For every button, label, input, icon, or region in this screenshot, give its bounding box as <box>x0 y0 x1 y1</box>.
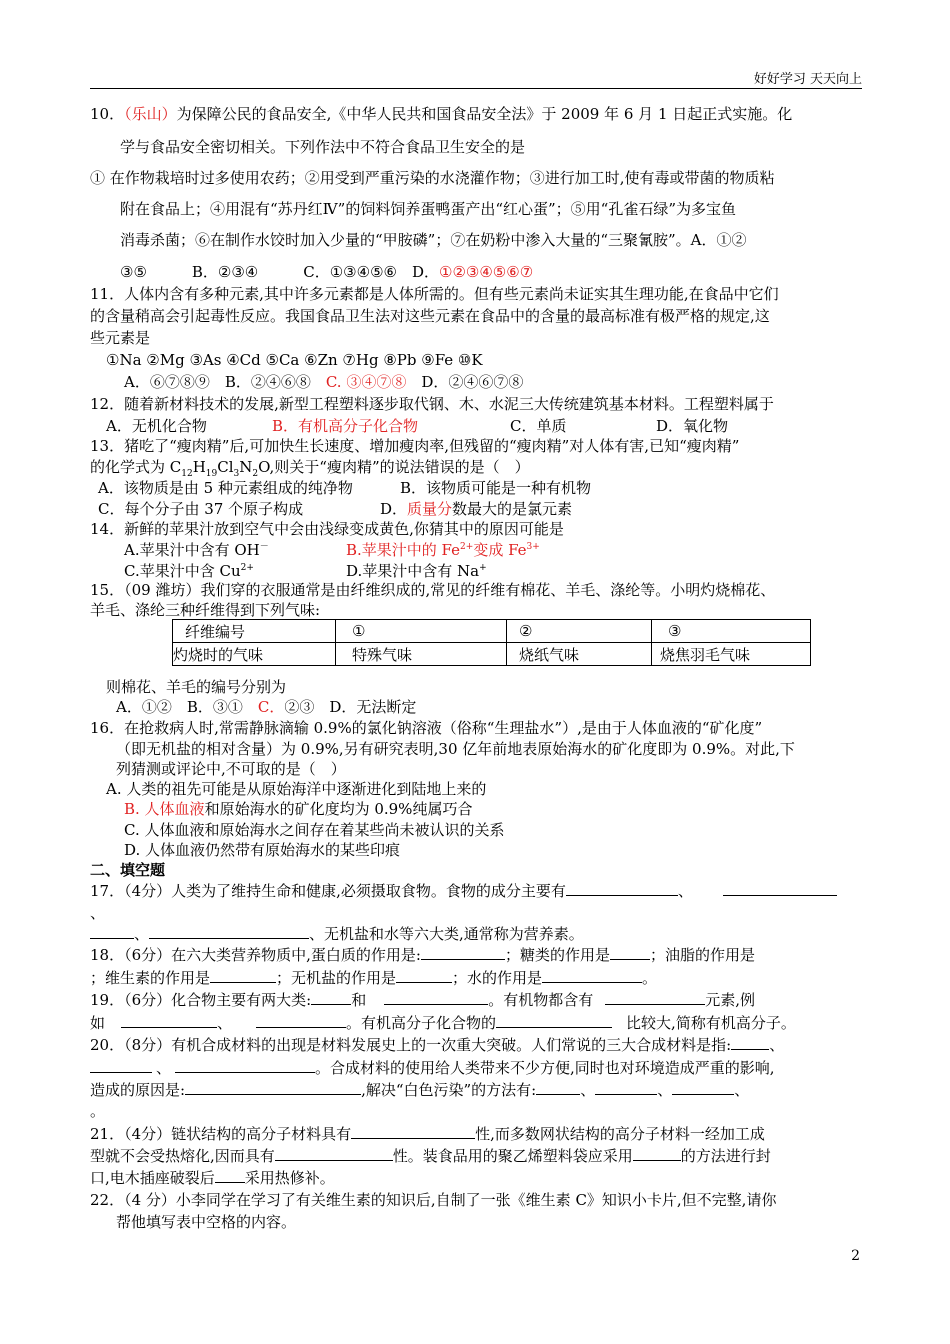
q22-line-2: 帮他填写表中空格的内容。 <box>116 1213 297 1231</box>
blank[interactable] <box>566 881 678 896</box>
q14-line-1: 14．新鲜的苹果汁放到空气中会由浅绿变成黄色,你猜其中的原因可能是 <box>90 520 564 538</box>
blank[interactable] <box>723 881 837 896</box>
page-header <box>90 62 862 89</box>
q10-line-4: 附在食品上；④用混有“苏丹红Ⅳ”的饲料饲养蛋鸭蛋产出“红心蛋”；⑤用“孔雀石绿”为多宝鱼 <box>120 200 736 218</box>
q16-line-1: 16．在抢救病人时,常需静脉滴输 0.9%的氯化钠溶液（俗称“生理盐水”）,是由于人体血液的“矿化度” <box>90 719 763 737</box>
q21-line-2: 型就不会受热熔化,因而具有 性。装食品用的聚乙烯塑料袋应采用 的方法进行封 <box>90 1147 771 1165</box>
q14-option-c: C.苹果汁中含 $Cu^{2+}$ <box>124 562 254 580</box>
q16-option-d: D. 人体血液仍然带有原始海水的某些印痕 <box>124 841 401 859</box>
blank[interactable] <box>633 1146 681 1161</box>
blank[interactable] <box>605 990 705 1005</box>
q10-line-5: 消毒杀菌；⑥在制作水饺时加入少量的“甲胺磷”；⑦在奶粉中渗入大量的“三聚氰胺”。A．①② <box>120 231 747 249</box>
table-row <box>173 643 811 666</box>
q20-line-2: 、 。合成材料的使用给人类带来不少方便,同时也对环境造成严重的影响, <box>90 1058 775 1078</box>
q11-answer: C. ③④⑦⑧ <box>325 373 407 391</box>
q21-line-3: 口,电木插座破裂后 采用热修补。 <box>90 1169 335 1187</box>
q11-options: A．⑥⑦⑧⑨ B．②④⑥⑧ C. ③④⑦⑧ D．②④⑥⑦⑧ <box>124 373 524 391</box>
q20-line-4: 。 <box>90 1102 106 1120</box>
blank[interactable] <box>610 945 650 960</box>
q21-line-1: 21．（4分）链状结构的高分子材料具有 性,而多数网状结构的高分子材料一经加工成 <box>90 1125 765 1143</box>
table-cell: 烧纸气味 <box>507 643 652 666</box>
q10-line-3: ① 在作物栽培时过多使用农药；②用受到严重污染的水浇灌作物；③进行加工时,使有毒或带菌的物质粘 <box>90 169 775 187</box>
q10-answer: ①②③④⑤⑥⑦ <box>439 263 534 281</box>
q17-line-1: 17．（4分）人类为了维持生命和健康,必须摄取食物。食物的成分主要有 、 <box>90 881 837 901</box>
q15-options: A．①② B．③① C．②③ D．无法断定 <box>116 698 417 716</box>
q13-option-a: A．该物质是由 5 种元素组成的纯净物 <box>98 479 353 497</box>
blank[interactable] <box>351 1124 475 1139</box>
q15-line-1: 15．（09 潍坊）我们穿的衣服通常是由纤维织成的,常见的纤维有棉花、羊毛、涤纶等。小明灼烧棉花、 <box>90 581 776 599</box>
q17-line-2: 、 <box>90 904 106 922</box>
q10-line-6: ③⑤ B．②③④ C．①③④⑤⑥ D．①②③④⑤⑥⑦ <box>120 263 534 281</box>
blank[interactable] <box>496 1013 612 1028</box>
table-cell: 灼烧时的气味 <box>173 643 336 666</box>
q13-option-d: D．质量分数最大的是氯元素 <box>380 500 573 518</box>
q16-line-3: 列猜测或评论中,不可取的是（ ） <box>116 760 346 778</box>
blank[interactable] <box>256 1013 346 1028</box>
q19-line-1: 19．（6分）化合物主要有两大类: 和 。有机物都含有 元素,例 <box>90 991 755 1009</box>
blank[interactable] <box>396 968 452 983</box>
q12-option-d: D．氧化物 <box>656 417 729 435</box>
blank[interactable] <box>672 1080 734 1095</box>
q22-line-1: 22．（4 分）小李同学在学习了有关维生素的知识后,自制了一张《维生素 C》知识小卡片,但不完整,请你 <box>90 1191 777 1209</box>
blank[interactable] <box>175 1058 315 1073</box>
table-cell: ① <box>336 620 507 643</box>
blank[interactable] <box>149 924 309 939</box>
q15-line-3: 则棉花、羊毛的编号分别为 <box>106 678 287 696</box>
page-number: 2 <box>851 1248 860 1264</box>
q11-line-2: 的含量稍高会引起毒性反应。我国食品卫生法对这些元素在食品中的含量的最高标准有极严格的规定,这 <box>90 307 770 325</box>
blank[interactable] <box>185 1080 361 1095</box>
q13-line-1: 13．猪吃了“瘦肉精”后,可加快生长速度、增加瘦肉率,但残留的“瘦肉精”对人体有害,已知“瘦肉精” <box>90 437 740 455</box>
table-row <box>173 620 811 643</box>
blank[interactable] <box>421 945 505 960</box>
blank[interactable] <box>90 924 134 939</box>
q20-line-3: 造成的原因是: ,解决“白色污染”的方法有: 、 、 、 <box>90 1081 750 1099</box>
q13-formula-line: 的化学式为 $C_{12}H_{19}Cl_3N_2O$,则关于“瘦肉精”的说法错误的是（ ） <box>90 458 530 479</box>
q16-answer: B. 人体血液 <box>124 800 205 818</box>
blank[interactable] <box>311 990 351 1005</box>
q13-answer: 质量分 <box>407 500 453 518</box>
q14-option-d: D.苹果汁中含有 Na+ <box>346 562 487 580</box>
blank[interactable] <box>210 968 276 983</box>
q12-option-c: C．单质 <box>510 417 567 435</box>
q13-option-b: B．该物质可能是一种有机物 <box>400 479 592 497</box>
q11-elements: ①Na ②Mg ③As ④Cd ⑤Ca ⑥Zn ⑦Hg ⑧Pb ⑨Fe ⑩K <box>106 351 483 369</box>
q18-line-2: ；维生素的作用是 ；无机盐的作用是 ；水的作用是 。 <box>90 969 658 987</box>
blank[interactable] <box>384 990 488 1005</box>
q16-option-b: B. 人体血液和原始海水的矿化度均为 0.9%纯属巧合 <box>124 800 473 818</box>
fiber-odor-table <box>172 619 811 666</box>
table-cell: 纤维编号 <box>173 620 336 643</box>
q10-line-2: 学与食品安全密切相关。下列作法中不符合食品卫生安全的是 <box>120 138 526 156</box>
table-cell: 特殊气味 <box>336 643 507 666</box>
q12-option-a: A．无机化合物 <box>106 417 207 435</box>
blank[interactable] <box>542 968 642 983</box>
q13-option-c: C．每个分子由 37 个原子构成 <box>98 500 304 518</box>
q15-answer: C． <box>257 698 285 716</box>
q16-option-c: C. 人体血液和原始海水之间存在着某些尚未被认识的关系 <box>124 821 505 839</box>
q20-line-1: 20．（8分）有机合成材料的出现是材料发展史上的一次重大突破。人们常说的三大合成材料是指: 、 <box>90 1036 785 1054</box>
blank[interactable] <box>536 1080 580 1095</box>
q14-option-b-answer: B.苹果汁中的 $Fe^{2+}$变成 $Fe^{3+}$ <box>346 541 540 559</box>
blank[interactable] <box>731 1035 769 1050</box>
q11-line-3: 些元素是 <box>90 329 151 347</box>
table-cell: ② <box>507 620 652 643</box>
header-motto: 好好学习 天天向上 <box>753 72 862 87</box>
q10-source: （乐山） <box>124 105 177 123</box>
q16-line-2: （即无机盐的相对含量）为 0.9%,另有研究表明,30 亿年前地表原始海水的矿化度即为 0.9%。对此,下 <box>116 740 795 758</box>
blank[interactable] <box>595 1080 657 1095</box>
q19-line-2: 如 、 。有机高分子化合物的 比较大,简称有机高分子。 <box>90 1014 796 1032</box>
blank[interactable] <box>215 1168 245 1183</box>
q10-line-1: 10．（乐山）为保障公民的食品安全,《中华人民共和国食品安全法》于 2009 年 6 月 1 日起正式实施。化 <box>90 105 793 123</box>
table-cell: 烧焦羽毛气味 <box>652 643 811 666</box>
blank[interactable] <box>90 1058 152 1073</box>
blank[interactable] <box>121 1013 217 1028</box>
blank[interactable] <box>275 1146 393 1161</box>
q16-option-a: A. 人类的祖先可能是从原始海洋中逐渐进化到陆地上来的 <box>106 780 487 798</box>
section-title-fill-blank: 二、填空题 <box>90 861 166 879</box>
q17-line-3: 、 、无机盐和水等六大类,通常称为营养素。 <box>90 924 584 944</box>
q11-line-1: 11．人体内含有多种元素,其中许多元素都是人体所需的。但有些元素尚未证实其生理功能,在食品中它们 <box>90 285 779 303</box>
q15-line-2: 羊毛、涤纶三种纤维得到下列气味: <box>90 601 321 619</box>
q12-line-1: 12．随着新材料技术的发展,新型工程塑料逐步取代钢、木、水泥三大传统建筑基本材料。工程塑料属于 <box>90 395 774 413</box>
q12-option-b-answer: B．有机高分子化合物 <box>272 417 419 435</box>
q18-line-1: 18．（6分）在六大类营养物质中,蛋白质的作用是: ；糖类的作用是 ；油脂的作用是 <box>90 946 755 964</box>
q14-option-a: A.苹果汁中含有 OH－ <box>124 541 269 559</box>
table-cell: ③ <box>652 620 811 643</box>
